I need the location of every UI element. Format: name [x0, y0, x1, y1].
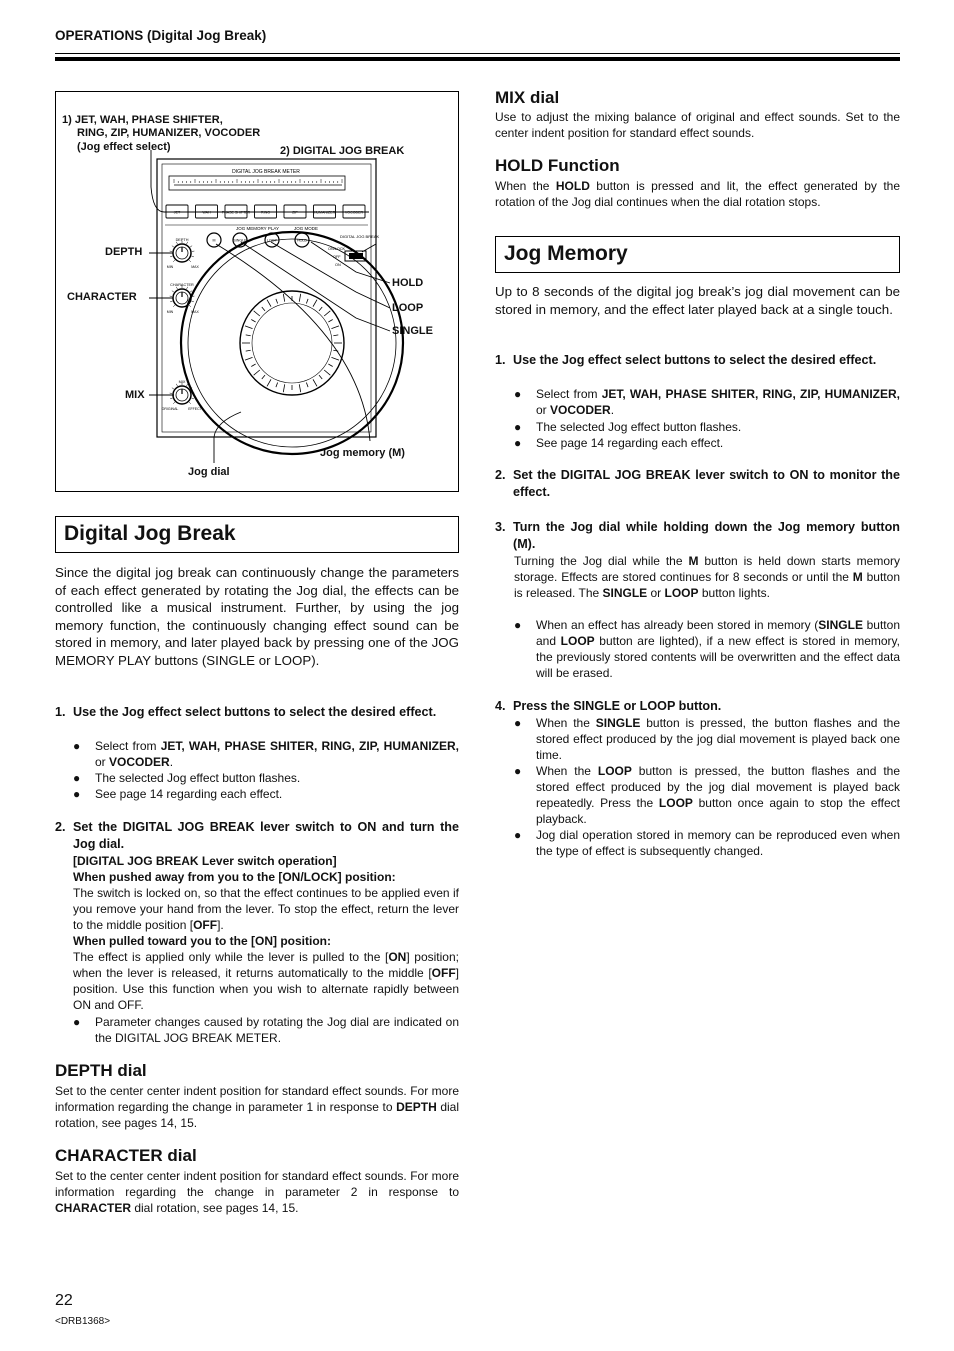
- s4b1-single: SINGLE: [595, 716, 641, 730]
- select-from-text: Select from: [536, 387, 602, 401]
- effect-list: JET, WAH, PHASE SHITER, RING, ZIP, HUMANIZER,: [160, 739, 459, 753]
- bullet-text: Parameter changes caused by rotating the Jog dial are indicated on the DIGITAL JOG BREAK METER.: [95, 1015, 459, 1045]
- left-bullet-3: [73, 786, 459, 802]
- depth-bold: DEPTH: [396, 1100, 437, 1114]
- char-b: dial rotation, see pages 14, 15.: [131, 1201, 299, 1215]
- svg-text:ORIGINAL: ORIGINAL: [161, 407, 179, 411]
- bullet-icon: ●: [514, 420, 522, 434]
- toward-head: When pulled toward you to the [ON] position:: [73, 934, 331, 948]
- mix-dial-text: Use to adjust the mixing balance of original and effect sounds. Set to the center indent position for standard effect sounds.: [495, 110, 900, 140]
- right-bullet-loop: [514, 763, 900, 827]
- step-number: 3.: [495, 520, 506, 534]
- digital-jog-break-title: Digital Jog Break: [55, 516, 459, 553]
- away-head: When pushed away from you to the [ON/LOCK] position:: [73, 870, 396, 884]
- right-bullet-single: [514, 715, 900, 763]
- bullet-icon: ●: [514, 828, 522, 842]
- right-bullet-3: [514, 435, 900, 451]
- svg-text:HOLD: HOLD: [297, 238, 307, 243]
- b-single: SINGLE: [818, 618, 863, 632]
- bullet-icon: ●: [73, 739, 81, 753]
- svg-text:VOCODER: VOCODER: [344, 210, 364, 215]
- toward-a: The effect is applied only while the lever is pulled to the [: [73, 950, 389, 964]
- character-dial-text: [55, 1168, 459, 1216]
- header-rule-thick: [55, 57, 900, 61]
- doc-code: <DRB1368>: [55, 1316, 111, 1327]
- jog-mode-label: JOG MODE: [294, 226, 319, 231]
- step-number: 2.: [55, 820, 66, 834]
- meter-title: DIGITAL JOG BREAK METER: [232, 169, 300, 175]
- label-loop: LOOP: [392, 302, 424, 314]
- svg-text:PHASE SHIFTER: PHASE SHIFTER: [221, 210, 251, 215]
- step-number: 4.: [495, 699, 506, 713]
- hold-function-title: HOLD Function: [495, 156, 620, 175]
- bullet-text: See page 14 regarding each effect.: [536, 436, 724, 450]
- bullet-text: The selected Jog effect button flashes.: [536, 420, 742, 434]
- or-text: or: [536, 403, 551, 417]
- step-text: Set the DIGITAL JOG BREAK lever switch to ON to monitor the effect.: [513, 468, 900, 499]
- mix-dial-title: MIX dial: [495, 88, 560, 107]
- svg-text:WAH: WAH: [202, 210, 211, 215]
- away-text-b: ].: [217, 918, 224, 932]
- hold-a: When the: [495, 179, 556, 193]
- character-dial-title: CHARACTER dial: [55, 1146, 197, 1165]
- left-step-1: [55, 704, 459, 721]
- s3-a: Turning the Jog dial while the: [514, 554, 689, 568]
- s3-c: button is released. The: [514, 570, 900, 600]
- hold-b: button is pressed and lit, the effect generated by the rotation of the Jog dial continues when the dial rotation stops.: [495, 179, 900, 209]
- s3-m2: M: [852, 570, 863, 584]
- step-text: Turn the Jog dial while holding down the Jog memory button (M).: [513, 520, 900, 551]
- s3-m1: M: [688, 554, 699, 568]
- step-number: 1.: [55, 705, 66, 719]
- section-header: OPERATIONS (Digital Jog Break): [55, 28, 267, 43]
- callout-effects-2: RING, ZIP, HUMANIZER, VOCODER: [77, 127, 261, 139]
- s4b1-b: button is pressed, the button flashes and the stored effect produced by the jog dial movement is played back one time.: [536, 716, 901, 762]
- bullet-icon: ●: [514, 436, 522, 450]
- lever-pos-3: ON: [335, 263, 341, 267]
- b-b: button and: [536, 618, 900, 648]
- b-a: When an effect has already been stored in memory (: [536, 618, 819, 632]
- s4b1-a: When the: [536, 716, 596, 730]
- hold-function-text: [495, 178, 900, 210]
- s3-loop: LOOP: [664, 586, 699, 600]
- svg-text:M: M: [212, 238, 216, 243]
- panel-drawing: [56, 92, 458, 491]
- lever-pos-1: ON/LOCK: [328, 247, 346, 251]
- effect-button[interactable]: [222, 205, 251, 218]
- right-step-4: [495, 698, 900, 715]
- b-c: button are lighted), if a new effect is stored in memory, the previously stored contents will be overwritten and the effect data will be erased.: [536, 634, 900, 680]
- callout-jog-break: 2) DIGITAL JOG BREAK: [280, 145, 405, 157]
- svg-text:MIN: MIN: [166, 310, 174, 314]
- effect-button[interactable]: [314, 205, 336, 218]
- svg-text:SINGLE: SINGLE: [233, 238, 247, 243]
- right-bullet-reproduce: [514, 827, 900, 859]
- left-bullet-meter: [73, 1014, 459, 1046]
- effect-buttons: [166, 205, 365, 218]
- s3-single: SINGLE: [602, 586, 648, 600]
- away-off: OFF: [193, 918, 218, 932]
- lever-operation-block: [73, 853, 459, 1013]
- svg-text:ZIP: ZIP: [292, 210, 298, 215]
- s3-d: button lights.: [698, 586, 770, 600]
- depth-a: Set to the center center indent position for standard effect sounds. For more information regarding the change in parameter 1 in response to: [55, 1084, 459, 1114]
- s4b2-a: When the: [536, 764, 598, 778]
- label-depth: DEPTH: [105, 246, 143, 258]
- right-bullet-overwrite: [514, 617, 900, 681]
- effect-button[interactable]: [343, 205, 365, 218]
- bullet-icon: ●: [514, 618, 522, 632]
- s4b2-loop: LOOP: [597, 764, 632, 778]
- effect-button[interactable]: [196, 205, 218, 218]
- effect-button[interactable]: [284, 205, 306, 218]
- panel-figure: [55, 91, 459, 492]
- header-rule-thin: [55, 53, 900, 54]
- bullet-text: The selected Jog effect button flashes.: [95, 771, 301, 785]
- step-text: Press the SINGLE or LOOP button.: [513, 699, 722, 713]
- right-step-3: [495, 519, 900, 553]
- toward-b: ] position; when the lever is released, it returns automatically to the middle [: [73, 950, 459, 980]
- left-bullet-1: ● Select from JET, WAH, PHASE SHITER, RING, ZIP, HUMANIZER, or VOCODER.: [73, 739, 459, 769]
- lever-label: DIGITAL JOG BREAK: [340, 234, 380, 239]
- label-jog-dial: Jog dial: [188, 466, 230, 478]
- jog-memory-play-label: JOG MEMORY PLAY: [236, 226, 280, 231]
- s4b2-b: button is pressed, the button flashes and the stored effect produced by the jog dial movement is played back repeatedly. Press the: [536, 764, 900, 810]
- label-mix: MIX: [125, 389, 145, 401]
- hold-bold: HOLD: [555, 179, 590, 193]
- effect-button[interactable]: [255, 205, 277, 218]
- svg-text:CHARACTER: CHARACTER: [170, 283, 194, 287]
- intro-paragraph: Since the digital jog break can continuously change the parameters of each effect generated by rotating the Jog dial, the effects can be controlled like a musical instrument. Further, by using the jog memory function, the continuously changing effect sound can be stored in memory, and later played back by pressing one of the JOG MEMORY PLAY buttons (SINGLE or LOOP).: [55, 565, 459, 668]
- s4b2-c: button once again to stop the effect playback.: [536, 796, 900, 826]
- bullet-icon: ●: [73, 1015, 81, 1029]
- s3-or: or: [647, 586, 665, 600]
- bullet-text: Jog dial operation stored in memory can be reproduced even when the type of effect is subsequently changed.: [536, 828, 900, 858]
- depth-dial-text: [55, 1083, 459, 1131]
- effect-list: JET, WAH, PHASE SHITER, RING, ZIP, HUMANIZER,: [601, 387, 900, 401]
- bullet-icon: ●: [514, 387, 522, 401]
- toward-c: ] position. Use this function when you wish to alternate rapidly between ON and OFF.: [73, 966, 459, 1012]
- b-loop: LOOP: [560, 634, 595, 648]
- select-from-text: Select from: [95, 739, 161, 753]
- depth-dial-title: DEPTH dial: [55, 1061, 147, 1080]
- label-hold: HOLD: [392, 277, 424, 289]
- bullet-icon: ●: [73, 787, 81, 801]
- char-bold: CHARACTER: [55, 1201, 131, 1215]
- svg-text:EFFECT: EFFECT: [188, 407, 202, 411]
- bullet-icon: ●: [514, 764, 522, 778]
- svg-text:HUMANIZER: HUMANIZER: [313, 210, 336, 215]
- char-a: Set to the center center indent position for standard effect sounds. For more information regarding the change in parameter 2 in response to: [55, 1169, 459, 1199]
- step-text: Use the Jog effect select buttons to select the desired effect.: [73, 705, 437, 719]
- svg-text:RING: RING: [261, 210, 270, 215]
- label-jog-memory: Jog memory (M): [320, 447, 405, 459]
- svg-text:LOOP: LOOP: [267, 238, 277, 243]
- svg-text:DEPTH: DEPTH: [175, 238, 189, 242]
- toward-off: OFF: [431, 966, 456, 980]
- left-bullet-2: [73, 770, 459, 786]
- jog-memory-intro: Up to 8 seconds of the digital jog break’s jog dial movement can be stored in memory, and the effect later played back at a single touch.: [495, 284, 900, 317]
- page-number: 22: [55, 1292, 73, 1309]
- bullet-icon: ●: [514, 716, 522, 730]
- bullet-text: See page 14 regarding each effect.: [95, 787, 283, 801]
- s4b2-loop2: LOOP: [658, 796, 693, 810]
- lever-pos-2: OFF: [333, 255, 341, 259]
- right-step-1: [495, 352, 900, 369]
- svg-text:MAX: MAX: [191, 310, 199, 314]
- jog-memory-title: Jog Memory: [495, 236, 900, 273]
- svg-text:MIN: MIN: [166, 265, 174, 269]
- label-character: CHARACTER: [67, 291, 137, 303]
- callout-effects: 1) JET, WAH, PHASE SHIFTER,: [62, 114, 223, 126]
- step-number: 2.: [495, 468, 506, 482]
- svg-text:JET: JET: [173, 210, 181, 215]
- away-text-a: The switch is locked on, so that the effect continues to be applied even if you remove your hand from the lever. To stop the effect, return the lever to the middle position [: [73, 886, 459, 932]
- right-bullet-1: ● Select from JET, WAH, PHASE SHITER, RING, ZIP, HUMANIZER, or VOCODER.: [514, 387, 900, 417]
- step-text: Set the DIGITAL JOG BREAK lever switch to ON and turn the Jog dial.: [73, 820, 459, 851]
- lever-head: [DIGITAL JOG BREAK Lever switch operation]: [73, 854, 337, 868]
- bullet-icon: ●: [73, 771, 81, 785]
- svg-text:MAX: MAX: [191, 265, 199, 269]
- effect-button[interactable]: [166, 205, 188, 218]
- memory-button[interactable]: [207, 233, 221, 247]
- step-text: Use the Jog effect select buttons to select the desired effect.: [513, 353, 877, 367]
- right-bullet-2: [514, 419, 900, 435]
- step-3-detail: [514, 553, 900, 601]
- left-step-2: [55, 819, 459, 853]
- right-step-2: [495, 467, 900, 501]
- svg-text:MIX: MIX: [178, 380, 186, 384]
- s3-b: button is held down starts memory storage. Effects are stored continues for 8 seconds or until the: [514, 554, 900, 584]
- callout-effects-3: (Jog effect select): [77, 141, 171, 153]
- vocoder-text: VOCODER: [109, 755, 170, 769]
- step-number: 1.: [495, 353, 506, 367]
- or-text: or: [95, 755, 110, 769]
- toward-on: ON: [388, 950, 407, 964]
- depth-b: dial rotation, see pages 14, 15.: [55, 1100, 460, 1130]
- vocoder-text: VOCODER: [550, 403, 611, 417]
- label-single: SINGLE: [392, 325, 433, 337]
